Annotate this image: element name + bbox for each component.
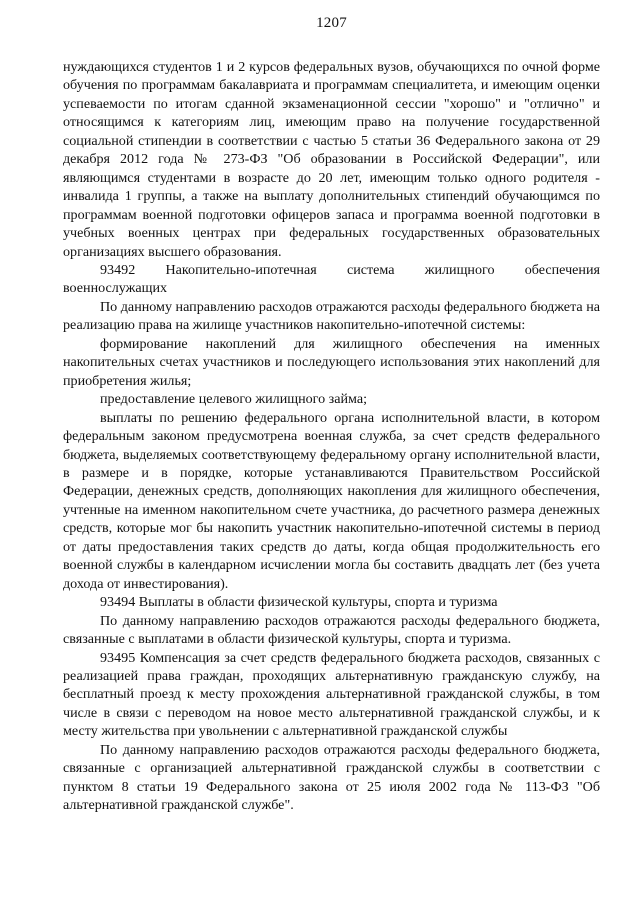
list-item: формирование накоплений для жилищного обеспечения на именных накопительных счетах участников и последующего использования этих накоплений для приобретения жилья; xyxy=(63,335,600,389)
list-item: выплаты по решению федерального органа исполнительной власти, в котором федеральным законом предусмотрена военная служба, за счет средств федерального бюджета, выделяемых соответствующему федеральному органу исполнительной власти, в размере и в порядке, которые устанавливаются Правительством Российской Федерации, денежных средств, дополняющих накопления для жилищного обеспечения, учтенные на именном накопительном счете участника, до расчетного размера денежных средств, которые мог бы накопить участник накопительно-ипотечной системы в период от даты предоставления таких средств до даты, когда общая продолжительность его военной службы в календарном исчислении могла бы составить двадцать лет (без учета дохода от инвестирования). xyxy=(63,409,600,592)
list-item: предоставление целевого жилищного займа; xyxy=(100,391,368,408)
paragraph: По данному направлению расходов отражаются расходы федерального бюджета, связанные с организацией альтернативной гражданской службы в соответствии с пунктом 8 статьи 19 Федерального закона от 25 июля 2002 года № 113-ФЗ "Об альтернативной гражданской службе". xyxy=(63,741,600,814)
page-number: 1207 xyxy=(316,15,347,31)
paragraph: нуждающихся студентов 1 и 2 курсов федеральных вузов, обучающихся по очной форме обучения по программам бакалавриата и программам специалитета, и имеющим оценки успеваемости по итогам сданной экзаменационной сессии "хорошо" и "отлично" и относящимся к категориям лиц, имеющим право на получение государственной социальной стипендии в соответствии с частью 5 статьи 36 Федерального закона от 29 декабря 2012 года № 273-ФЗ "Об образовании в Российской Федерации", или являющимся студентами в возрасте до 20 лет, имеющим только одного родителя - инвалида 1 группы, а также на выплату дополнительных стипендий обучающимся по программам военной подготовки офицеров запаса и программа военной подготовки в учебных военных центрах при федеральных государственных образовательных организациях высшего образования. xyxy=(63,59,600,260)
section-heading-93494: 93494 Выплаты в области физической культуры, спорта и туризма xyxy=(100,594,498,611)
paragraph: По данному направлению расходов отражаются расходы федерального бюджета, связанные с выплатами в области физической культуры, спорта и туризма. xyxy=(63,612,600,648)
document-body xyxy=(63,58,600,815)
section-heading-93495: 93495 Компенсация за счет средств федерального бюджета расходов, связанных с реализацией права граждан, проходящих альтернативную гражданскую службу, на бесплатный проезд к месту прохождения альтернативной гражданской службы, в том числе в связи с переводом на новое место альтернативной гражданской службы, и к месту жительства при увольнении с альтернативной гражданской службы xyxy=(63,649,600,740)
section-heading-93492: 93492 Накопительно-ипотечная система жилищного обеспечения военнослужащих xyxy=(63,261,600,297)
paragraph: По данному направлению расходов отражаются расходы федерального бюджета на реализацию права на жилище участников накопительно-ипотечной системы: xyxy=(63,298,600,334)
